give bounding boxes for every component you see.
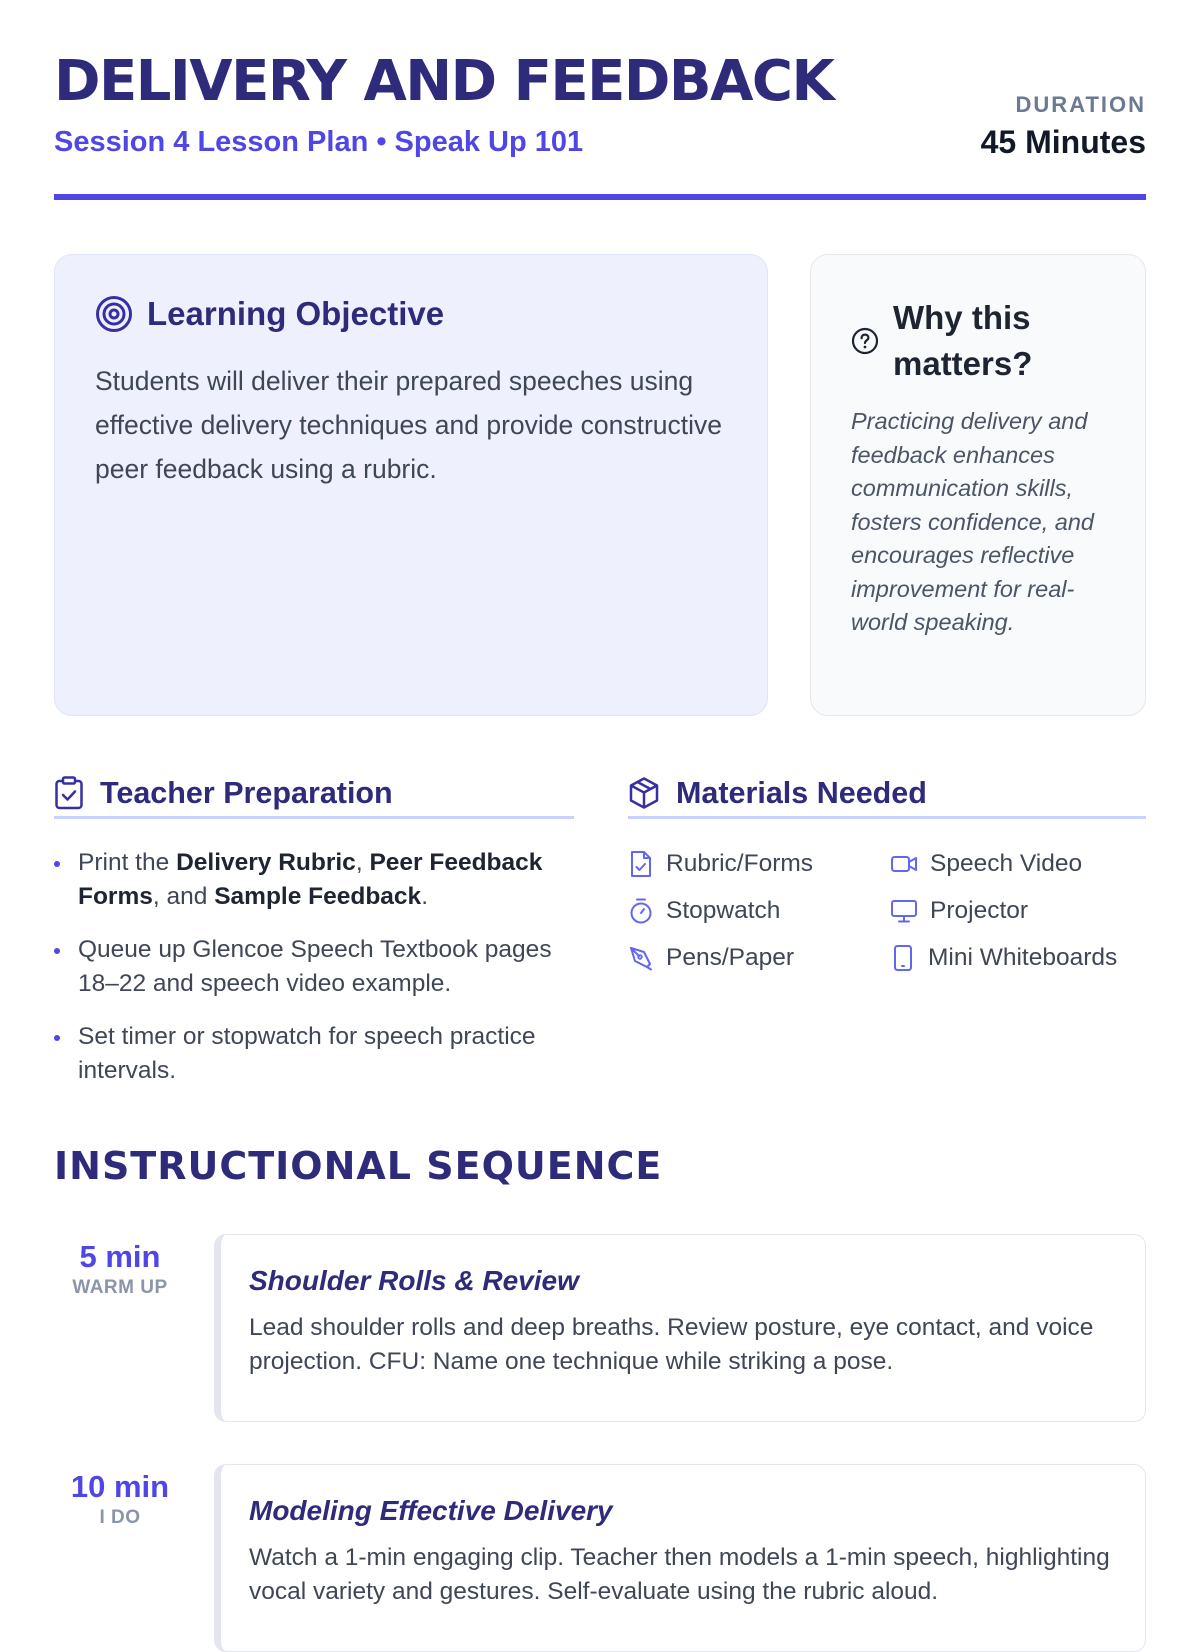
teacher-prep-divider [54, 816, 574, 819]
material-label: Pens/Paper [666, 943, 795, 971]
page-header [54, 0, 1146, 200]
stopwatch-icon [628, 897, 654, 925]
material-item [628, 940, 890, 975]
step-phase: WARM UP [72, 1277, 168, 1299]
material-label: Projector [930, 896, 1029, 924]
step-duration: 10 min [70, 1469, 170, 1504]
header-divider [54, 194, 1146, 200]
why-matters-card [810, 254, 1146, 716]
step-duration: 5 min [79, 1239, 161, 1274]
material-label: Rubric/Forms [666, 849, 814, 877]
material-item [628, 893, 890, 928]
tablet-icon [890, 944, 916, 972]
material-item [628, 846, 890, 881]
package-icon [628, 776, 660, 810]
learning-objective-heading: Learning Objective [147, 295, 445, 332]
page-title: DELIVERY AND FEEDBACK [54, 49, 834, 114]
monitor-icon [890, 898, 918, 924]
material-item [890, 846, 1146, 881]
step-card [214, 1464, 1146, 1652]
material-item [890, 940, 1146, 975]
teacher-prep-list [54, 846, 574, 1107]
materials-divider [628, 816, 1146, 819]
material-label: Mini Whiteboards [928, 943, 1118, 971]
why-matters-text: Practicing delivery and feedback enhances communication skills, fosters confidence, and encourages reflective improvement for real-world speaking. [851, 408, 1094, 635]
question-circle-icon [851, 327, 879, 355]
learning-objective-text: Students will deliver their prepared speeches using effective delivery techniques and provide constructive peer feedback using a rubric. [95, 366, 723, 484]
step-time [54, 1238, 186, 1299]
lesson-plan-page [54, 0, 1146, 1605]
teacher-prep-heading: Teacher Preparation [100, 775, 393, 810]
step-description: Lead shoulder rolls and deep breaths. Review posture, eye contact, and voice projection. CFU: Name one technique while striking a pose. [249, 1314, 1094, 1375]
teacher-prep-header [54, 770, 393, 816]
step-phase: I DO [99, 1507, 141, 1529]
step-card [214, 1234, 1146, 1422]
sequence-heading: INSTRUCTIONAL SEQUENCE [54, 1144, 663, 1188]
why-matters-heading: Why this matters? [893, 299, 1033, 382]
materials-heading: Materials Needed [676, 775, 927, 810]
step-description: Watch a 1-min engaging clip. Teacher then models a 1-min speech, highlighting vocal variety and gestures. Self-evaluate using the rubric aloud. [249, 1544, 1110, 1605]
step-title: Modeling Effective Delivery [249, 1495, 613, 1526]
materials-header [628, 770, 927, 816]
duration-label: DURATION [1015, 92, 1146, 117]
video-camera-icon [890, 851, 918, 877]
target-icon [95, 295, 133, 333]
file-check-icon [628, 850, 654, 878]
step-title: Shoulder Rolls & Review [249, 1265, 579, 1296]
material-item [890, 893, 1146, 928]
material-label: Speech Video [930, 849, 1083, 877]
materials-grid [628, 846, 1146, 975]
step-time [54, 1468, 186, 1529]
clipboard-check-icon [54, 776, 84, 810]
list-item: Set timer or stopwatch for speech practice intervals. [54, 1020, 574, 1088]
duration-value: 45 Minutes [980, 124, 1146, 160]
learning-objective-card [54, 254, 768, 716]
pen-icon [628, 945, 654, 971]
list-item: Print the Delivery Rubric, Peer Feedback Forms, and Sample Feedback. [54, 846, 574, 914]
list-item: Queue up Glencoe Speech Textbook pages 18–22 and speech video example. [54, 933, 574, 1001]
material-label: Stopwatch [666, 896, 781, 924]
page-subtitle: Session 4 Lesson Plan • Speak Up 101 [54, 126, 584, 158]
